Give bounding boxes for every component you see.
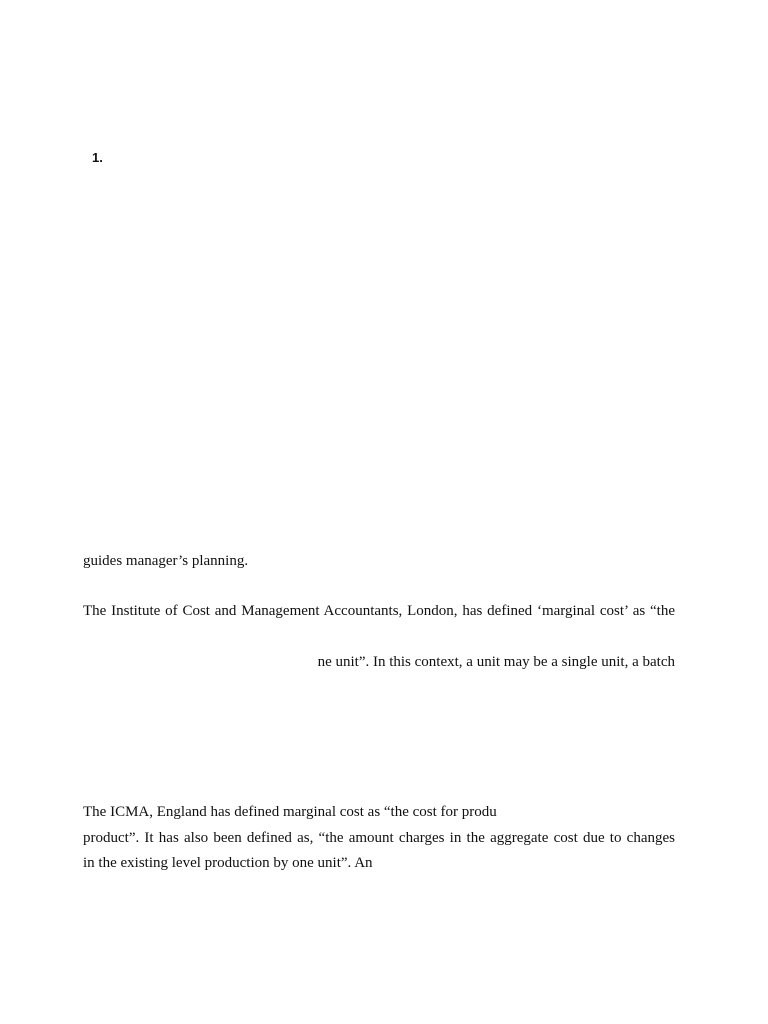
paragraph-line: ne unit”. In this context, a unit may be a single unit, a batch [317,654,675,670]
paragraph-line: product”. It has also been defined as, “the amount charges in the aggregate cost due to changes [83,830,675,846]
paragraph-line: The Institute of Cost and Management Accountants, London, has defined ‘marginal cost’ as “the [83,603,675,619]
section-number: 1. [92,150,103,165]
paragraph-line: guides manager’s planning. [83,553,249,569]
paragraph-line: in the existing level production by one unit”. An [83,855,373,871]
paragraph-line: The ICMA, England has defined marginal cost as “the cost for produ [83,804,497,820]
